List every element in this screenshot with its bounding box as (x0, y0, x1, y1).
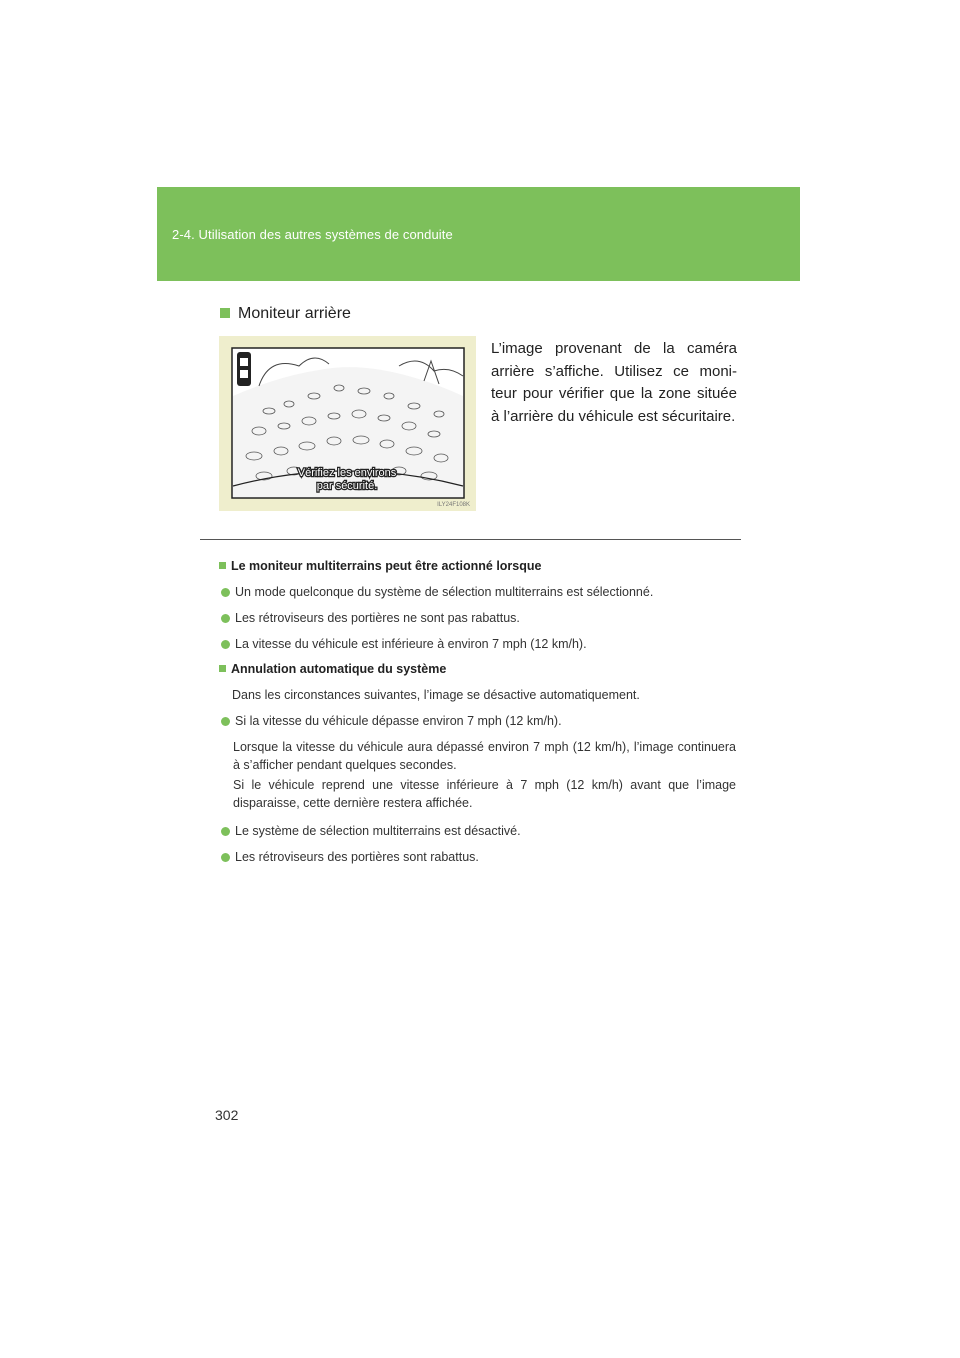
note-2-intro: Dans les circonstances suivantes, l’image se désactive automatiquement. (232, 688, 640, 702)
overlay-text-1: Vérifiez les environs (297, 467, 397, 479)
section-title: Moniteur arrière (238, 305, 351, 322)
note-2-para-1: Lorsque la vitesse du véhicule aura dépassé environ 7 mph (12 km/h), l’image continuera à s’afficher pendant quelques secondes. (233, 740, 736, 772)
note-2-title: Annulation automatique du système (219, 660, 739, 678)
square-bullet-icon (219, 562, 226, 569)
figure-code: ILY24F108K (437, 502, 470, 508)
divider (200, 539, 741, 540)
square-bullet-icon (219, 665, 226, 672)
note-1-title: Le moniteur multiterrains peut être actionné lorsque (219, 557, 739, 575)
header-band (157, 187, 800, 281)
note-2-bullet-1: Si la vitesse du véhicule dépasse environ 7 mph (12 km/h). (221, 712, 741, 730)
note-2-bullet-2: Le système de sélection multiterrains est désactivé. (221, 822, 741, 840)
note-2-para-2: Si le véhicule reprend une vitesse inférieure à 7 mph (12 km/h) avant que l’image disparaisse, cette dernière restera affichée. (233, 778, 736, 810)
page-number: 302 (215, 1107, 239, 1123)
note-2-bullet-3: Les rétroviseurs des portières sont rabattus. (221, 848, 741, 866)
overlay-text-2: par sécurité. (316, 480, 378, 492)
note-1-bullet-1: Un mode quelconque du système de sélection multiterrains est sélectionné. (221, 583, 741, 601)
section-description: L’image provenant de la caméra arrière s’affiche. Utilisez ce moni-teur pour vérifier que la zone située à l’arrière du véhicule est sécuritaire. (491, 340, 737, 425)
chapter-title: 2-4. Utilisation des autres systèmes de conduite (172, 227, 453, 242)
square-bullet-icon (220, 308, 230, 318)
section-heading (220, 305, 351, 323)
rear-camera-illustration (219, 336, 476, 511)
note-1-bullet-2: Les rétroviseurs des portières ne sont pas rabattus. (221, 609, 741, 627)
note-1-bullet-3: La vitesse du véhicule est inférieure à environ 7 mph (12 km/h). (221, 635, 741, 653)
rear-monitor-figure (219, 336, 476, 511)
